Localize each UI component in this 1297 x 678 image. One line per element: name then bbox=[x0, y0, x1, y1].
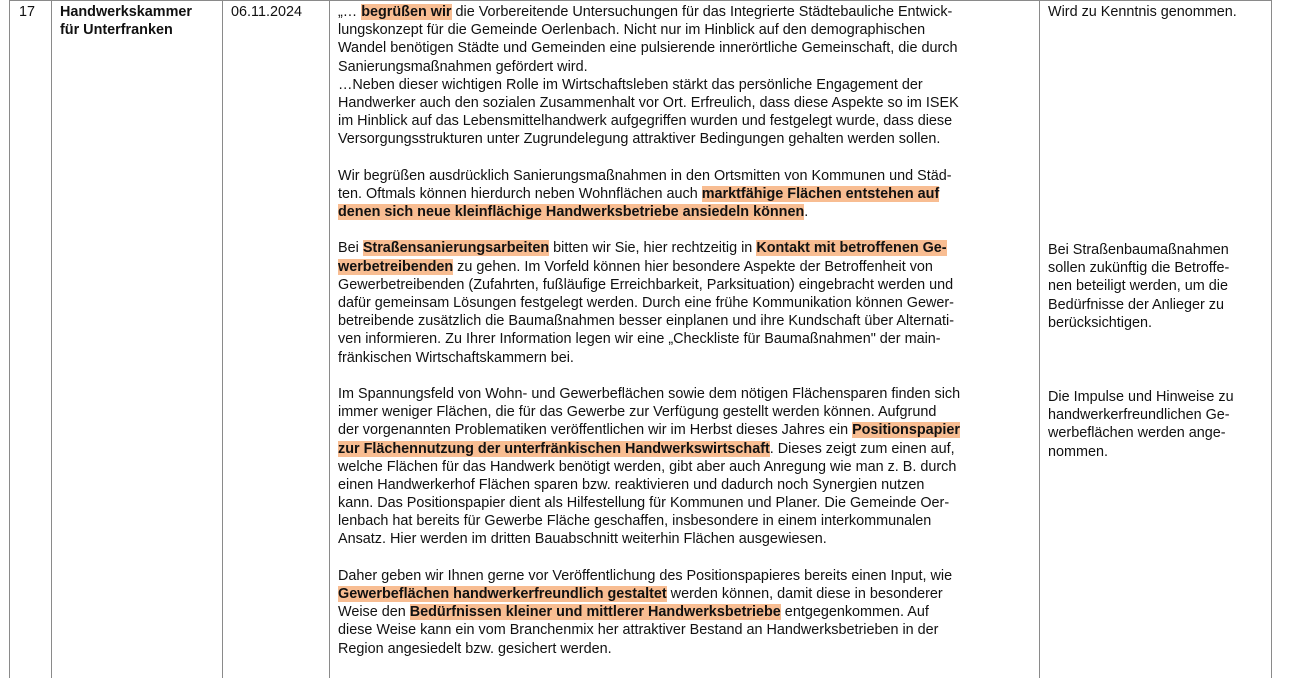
text-segment: Gewerbetreibenden (Zufahrten, fußläufige Erreichbarkeit, Parksituation) eingebracht werden und bbox=[338, 276, 954, 293]
response-road-works bbox=[1048, 241, 1270, 332]
text-segment: Weise den bbox=[338, 604, 410, 621]
response-line: Wird zu Kenntnis genommen. bbox=[1048, 4, 1237, 20]
response-line: berücksichtigen. bbox=[1048, 314, 1152, 331]
text-line bbox=[338, 112, 1038, 130]
text-segment: Im Spannungsfeld von Wohn- und Gewerbeflächen sowie dem nötigen Flächensparen finden sich bbox=[338, 385, 961, 402]
highlighted-text: denen sich neue kleinflächige Handwerksbetriebe ansiedeln können bbox=[338, 204, 805, 221]
text-line bbox=[338, 276, 1038, 294]
highlighted-text: Gewerbeflächen handwerkerfreundlich gestaltet bbox=[338, 586, 667, 602]
text-line bbox=[338, 476, 1038, 494]
text-line bbox=[338, 530, 1038, 548]
text-line bbox=[338, 330, 1038, 348]
row-number: 17 bbox=[19, 4, 36, 20]
response-line: nen beteiligt werden, um die bbox=[1048, 278, 1228, 295]
text-line bbox=[338, 512, 1038, 530]
highlighted-text: Kontakt mit betroffenen Ge- bbox=[756, 240, 947, 257]
text-line bbox=[338, 239, 1038, 257]
statement-date: 06.11.2024 bbox=[231, 4, 302, 20]
column-divider bbox=[9, 0, 10, 678]
text-line bbox=[338, 494, 1038, 512]
text-segment: Handwerker auch den sozialen Zusammenhalt vor Ort. Erfreulich, dass diese Aspekte so im ISEK bbox=[338, 94, 959, 111]
statement-paragraph bbox=[338, 567, 1038, 658]
text-segment: entgegenkommen. Auf bbox=[780, 604, 929, 621]
table-top-border bbox=[9, 0, 1272, 1]
text-line bbox=[338, 458, 1038, 476]
text-segment: betreibende zusätzlich die Baumaßnahmen besser einplanen und ihre Kundschaft über Alternati- bbox=[338, 313, 954, 330]
text-segment: Wandel benötigen Städte und Gemeinden eine pulsierende innerörtliche Gemeinschaft, die durch bbox=[338, 40, 958, 57]
text-segment: bitten wir Sie, hier rechtzeitig in bbox=[549, 240, 757, 257]
text-segment: Bei bbox=[338, 240, 363, 257]
highlighted-text: werbetreibenden bbox=[338, 258, 454, 275]
text-line bbox=[338, 21, 1038, 39]
text-line bbox=[338, 3, 1038, 21]
sender-name bbox=[60, 3, 220, 39]
highlighted-text: begrüßen wir bbox=[361, 4, 452, 20]
paragraph-gap bbox=[338, 221, 1038, 239]
text-line bbox=[338, 258, 1038, 276]
text-line bbox=[338, 567, 1038, 585]
highlighted-text: Straßensanierungsarbeiten bbox=[362, 240, 550, 257]
response-line: Bei Straßenbaumaßnahmen bbox=[1048, 242, 1229, 258]
response-line: sollen zukünftig die Betroffe- bbox=[1048, 260, 1230, 277]
text-segment: dafür gemeinsam Lösungen festgelegt werden. Durch eine frühe Kommunikation können Gewer- bbox=[338, 295, 954, 311]
text-segment: ven informieren. Zu Ihrer Information legen wir eine „Checkliste für Baumaßnahmen" der main- bbox=[338, 331, 941, 348]
text-line bbox=[338, 167, 1038, 185]
text-line bbox=[338, 130, 1038, 148]
highlighted-text: zur Flächennutzung der unterfränkischen Handwerkswirtschaft bbox=[338, 440, 770, 457]
text-segment: Daher geben wir Ihnen gerne vor Veröffentlichung des Positionspapieres bereits einen Input, wie bbox=[338, 567, 953, 584]
text-segment: „… bbox=[338, 4, 362, 20]
text-segment: zu gehen. Im Vorfeld können hier besondere Aspekte der Betroffenheit von bbox=[453, 258, 933, 275]
text-line bbox=[338, 39, 1038, 57]
text-segment: Region angesiedelt bzw. gesichert werden. bbox=[338, 640, 612, 657]
text-line bbox=[338, 185, 1038, 203]
statement-paragraph bbox=[338, 167, 1038, 222]
highlighted-text: Positionspapier bbox=[852, 422, 961, 439]
text-line bbox=[338, 58, 1038, 76]
text-line bbox=[338, 421, 1038, 439]
text-line bbox=[338, 585, 1038, 603]
sender-name-line: Handwerkskammer bbox=[60, 4, 192, 20]
text-line bbox=[338, 403, 1038, 421]
text-line bbox=[338, 603, 1038, 621]
column-divider bbox=[222, 0, 223, 678]
text-segment: . bbox=[804, 204, 809, 221]
text-line bbox=[338, 294, 1038, 312]
paragraph-gap bbox=[338, 367, 1038, 385]
text-line bbox=[338, 440, 1038, 458]
paragraph-gap bbox=[338, 549, 1038, 567]
text-segment: der vorgenannten Problematiken veröffentlichen wir im Herbst dieses Jahres ein bbox=[338, 422, 853, 439]
text-line bbox=[338, 203, 1038, 221]
response-line: Bedürfnisse der Anlieger zu bbox=[1048, 296, 1224, 313]
text-segment: immer weniger Flächen, die für das Gewerbe zur Verfügung gestellt werden können. Aufgrund bbox=[338, 404, 937, 421]
text-line bbox=[338, 94, 1038, 112]
text-segment: lungskonzept für die Gemeinde Oerlenbach. Nicht nur im Hinblick auf den demographischen bbox=[338, 22, 926, 39]
column-divider bbox=[1271, 0, 1272, 678]
column-divider bbox=[51, 0, 52, 678]
text-segment: die Vorbereitende Untersuchungen für das Integrierte Städtebauliche Entwick- bbox=[451, 4, 953, 20]
response-line: handwerkerfreundlichen Ge- bbox=[1048, 407, 1230, 424]
column-divider bbox=[329, 0, 330, 678]
text-line bbox=[338, 76, 1038, 94]
text-segment: Sanierungsmaßnahmen gefördert wird. bbox=[338, 58, 588, 75]
response-commercial-areas bbox=[1048, 388, 1270, 461]
column-divider bbox=[1039, 0, 1040, 678]
text-segment: werden können, damit diese in besonderer bbox=[666, 586, 943, 602]
text-segment: fränkischen Wirtschaftskammern bei. bbox=[338, 349, 574, 366]
text-line bbox=[338, 385, 1038, 403]
text-segment: kann. Das Positionspapier dient als Hilfestellung für Kommunen und Planer. Die Gemeinde Oer- bbox=[338, 495, 950, 512]
text-segment: …Neben dieser wichtigen Rolle im Wirtschaftsleben stärkt das persönliche Engagement der bbox=[338, 76, 923, 93]
text-line bbox=[338, 640, 1038, 658]
text-segment: im Hinblick auf das Lebensmittelhandwerk aufgegriffen wurden und festgelegt wurde, dass diese bbox=[338, 113, 953, 130]
text-segment: Ansatz. Hier werden im dritten Bauabschnitt weiterhin Flächen ausgewiesen. bbox=[338, 531, 827, 548]
statement-paragraph bbox=[338, 385, 1038, 549]
statement-paragraph bbox=[338, 3, 1038, 149]
response-line: nommen. bbox=[1048, 443, 1108, 460]
text-segment: lenbach hat bereits für Gewerbe Fläche geschaffen, insbesondere in einem interkommunalen bbox=[338, 513, 932, 530]
text-segment: Versorgungsstrukturen unter Zugrundelegung attraktiver Bedingungen gehalten werden sollen. bbox=[338, 131, 941, 148]
text-segment: einen Handwerkerhof Flächen sparen bzw. reaktivieren und dadurch noch Synergien nutzen bbox=[338, 476, 925, 493]
response-acknowledged bbox=[1048, 3, 1270, 21]
statement-paragraph bbox=[338, 239, 1038, 366]
highlighted-text: Bedürfnissen kleiner und mittlerer Handwerksbetriebe bbox=[409, 604, 781, 621]
text-segment: diese Weise kann ein vom Branchenmix her attraktiver Bestand an Handwerksbetrieben in der bbox=[338, 622, 939, 639]
text-line bbox=[338, 621, 1038, 639]
paragraph-gap bbox=[338, 149, 1038, 167]
response-line: Die Impulse und Hinweise zu bbox=[1048, 389, 1234, 405]
sender-name-line: für Unterfranken bbox=[60, 22, 173, 39]
text-segment: welche Flächen für das Handwerk benötigt werden, gibt aber auch Anregung wie man z. B. durch bbox=[338, 458, 957, 475]
response-line: werbeflächen werden ange- bbox=[1048, 425, 1226, 442]
highlighted-text: marktfähige Flächen entstehen auf bbox=[701, 185, 940, 202]
text-line bbox=[338, 312, 1038, 330]
text-segment: Wir begrüßen ausdrücklich Sanierungsmaßnahmen in den Ortsmitten von Kommunen und Städ- bbox=[338, 167, 952, 184]
text-segment: . Dieses zeigt zum einen auf, bbox=[769, 440, 955, 457]
text-segment: ten. Oftmals können hierdurch neben Wohnflächen auch bbox=[338, 185, 702, 202]
statement-text bbox=[338, 3, 1038, 658]
text-line bbox=[338, 349, 1038, 367]
